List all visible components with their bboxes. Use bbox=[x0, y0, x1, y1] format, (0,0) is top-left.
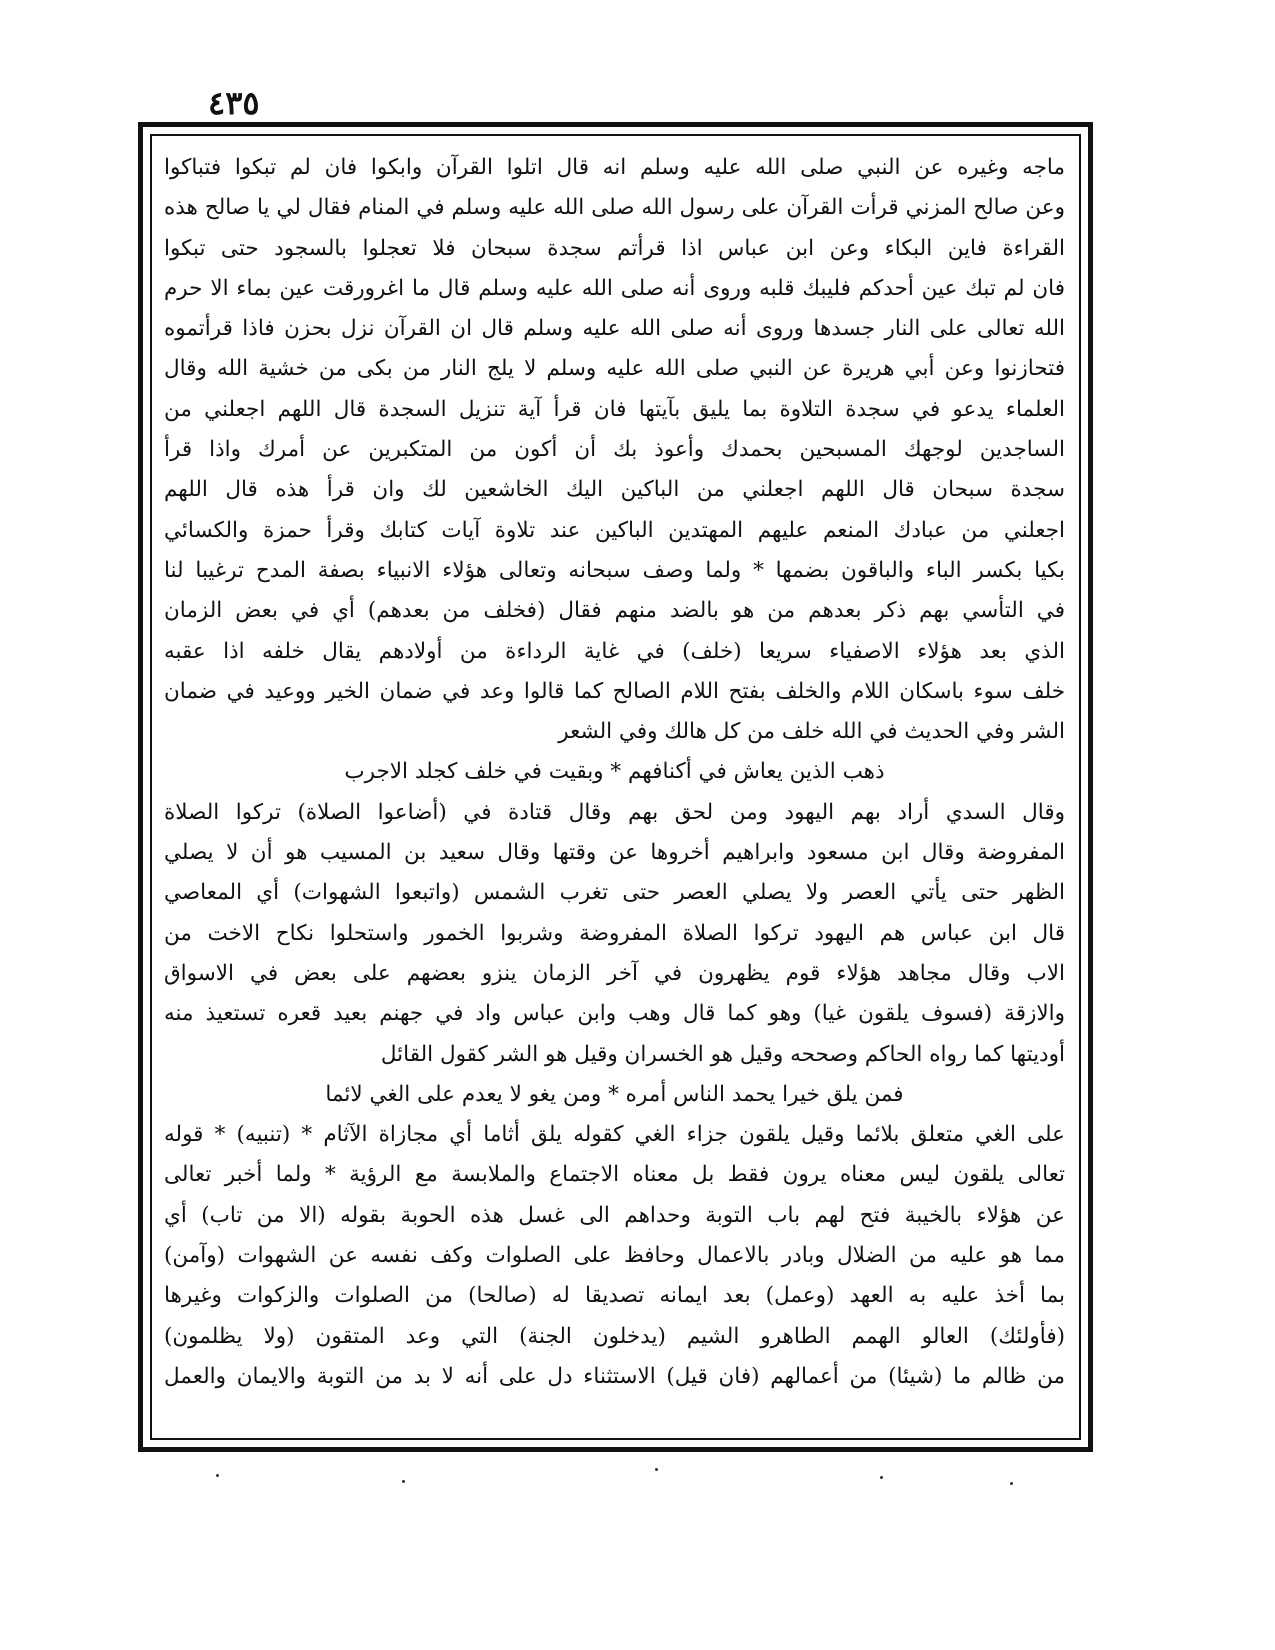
text-line: في التأسي بهم ذكر بعدهم من هو بالضد منهم فقال (فخلف من بعدهم) أي في بعض الزمان bbox=[164, 598, 1065, 624]
text-line: الساجدين لوجهك المسبحين بحمدك وأعوذ بك أن أكون من المتكبرين عن أمرك واذا قرأ bbox=[164, 437, 1065, 463]
text-line: بما أخذ عليه به العهد (وعمل) بعد ايمانه تصديقا له (صالحا) من الصلوات والزكوات وغيرها bbox=[164, 1283, 1065, 1309]
scan-speck bbox=[655, 1468, 658, 1471]
text-line: سجدة سبحان قال اللهم اجعلني من الباكين اليك الخاشعين لك وان قرأ هذه قال اللهم bbox=[164, 477, 1065, 503]
text-line: المفروضة وقال ابن مسعود وابراهيم أخروها عن وقتها وقال سعيد بن المسيب هو أن لا يصلي bbox=[164, 840, 1065, 866]
text-line: قال ابن عباس هم اليهود تركوا الصلاة المفروضة وشربوا الخمور واستحلوا نكاح الاخت من bbox=[164, 920, 1065, 946]
text-line: وقال السدي أراد بهم اليهود ومن لحق بهم وقال قتادة في (أضاعوا الصلاة) تركوا الصلاة bbox=[164, 799, 1065, 825]
scan-speck bbox=[402, 1480, 405, 1483]
text-line: الاب وقال مجاهد هؤلاء قوم يظهرون في آخر الزمان ينزو بعضهم على بعض في الاسواق bbox=[164, 960, 1065, 986]
text-line: (فأولئك) العالو الهمم الطاهرو الشيم (يدخلون الجنة) التي وعد المتقون (ولا يظلمون) bbox=[164, 1323, 1065, 1349]
scan-speck bbox=[880, 1476, 883, 1479]
text-line: من ظالم ما (شيئا) من أعمالهم (فان قيل) الاستثناء دل على أنه لا بد من التوبة والايمان والعمل bbox=[164, 1363, 1065, 1389]
text-line: تعالى يلقون ليس معناه يرون فقط بل معناه الاجتماع والملابسة مع الرؤية * ولما أخبر تعالى bbox=[164, 1162, 1065, 1188]
text-line: ماجه وغيره عن النبي صلى الله عليه وسلم انه قال اتلوا القرآن وابكوا فان لم تبكوا فتباكوا bbox=[164, 155, 1065, 180]
body-text bbox=[162, 148, 1067, 1432]
text-line: اجعلني من عبادك المنعم عليهم المهتدين الباكين عند تلاوة آيات كتابك وقرأ حمزة والكسائي bbox=[164, 517, 1065, 543]
text-line: الذي بعد هؤلاء الاصفياء سريعا (خلف) في غاية الرداءة من أولادهم يقال خلفه اذا عقبه bbox=[164, 638, 1065, 664]
text-line: عن هؤلاء بالخيبة فتح لهم باب التوبة وحداهم الى غسل هذه الحوبة بقوله (الا من تاب) أي bbox=[164, 1202, 1065, 1228]
text-line: أوديتها كما رواه الحاكم وصححه وقيل هو الخسران وقيل هو الشر كقول القائل bbox=[380, 1041, 1065, 1067]
text-line: فان لم تبك عين أحدكم فليبك قلبه وروى أنه صلى الله عليه وسلم قال ما اغرورقت عين بماء الا حرم bbox=[164, 275, 1065, 301]
text-line: بكيا بكسر الباء والباقون بضمها * ولما وصف سبحانه وتعالى هؤلاء الانبياء بصفة المدح ترغيبا لنا bbox=[164, 557, 1065, 583]
text-line: مما هو عليه من الضلال وبادر بالاعمال وحافظ على الصلوات وكف نفسه عن الشهوات (وآمن) bbox=[164, 1243, 1065, 1269]
text-line: خلف سوء باسكان اللام والخلف بفتح اللام الصالح كما قالوا وعد في ضمان الخير ووعيد في ضمان bbox=[164, 678, 1065, 704]
verse-line: فمن يلق خيرا يحمد الناس أمره * ومن يغو لا يعدم على الغي لائما bbox=[325, 1081, 904, 1107]
verse-line: ذهب الذين يعاش في أكنافهم * وبقيت في خلف كجلد الاجرب bbox=[344, 759, 885, 785]
text-line: القراءة فاين البكاء وعن ابن عباس اذا قرأتم سجدة سبحان فلا تعجلوا بالسجود حتى تبكوا bbox=[164, 235, 1065, 261]
page-number: ٤٣٥ bbox=[208, 84, 260, 122]
text-line: الشر وفي الحديث في الله خلف من كل هالك وفي الشعر bbox=[558, 719, 1065, 745]
text-line: والازقة (فسوف يلقون غيا) وهو كما قال وهب وابن عباس واد في جهنم بعيد قعره تستعيذ منه bbox=[164, 1001, 1065, 1027]
text-line: وعن صالح المزني قرأت القرآن على رسول الله صلى الله عليه وسلم في المنام فقال لي يا صالح هذه bbox=[164, 195, 1065, 221]
scan-speck bbox=[216, 1474, 219, 1477]
text-line: فتحازنوا وعن أبي هريرة عن النبي صلى الله عليه وسلم لا يلج النار من بكى من خشية الله وقال bbox=[164, 356, 1065, 382]
text-line: الظهر حتى يأتي العصر ولا يصلي العصر حتى تغرب الشمس (واتبعوا الشهوات) أي المعاصي bbox=[164, 880, 1065, 906]
text-line: العلماء يدعو في سجدة التلاوة بما يليق بآيتها فان قرأ آية تنزيل السجدة قال اللهم اجعلني من bbox=[164, 396, 1065, 422]
scan-speck bbox=[1010, 1482, 1013, 1485]
text-line: الله تعالى على النار جسدها وروى أنه صلى الله عليه وسلم قال ان القرآن نزل بحزن فاذا قرأتموه bbox=[164, 316, 1065, 342]
text-line: على الغي متعلق بلائما وقيل يلقون جزاء الغي كقوله يلق أثاما أي مجازاة الآثام * (تنبيه) * قوله bbox=[164, 1122, 1065, 1148]
